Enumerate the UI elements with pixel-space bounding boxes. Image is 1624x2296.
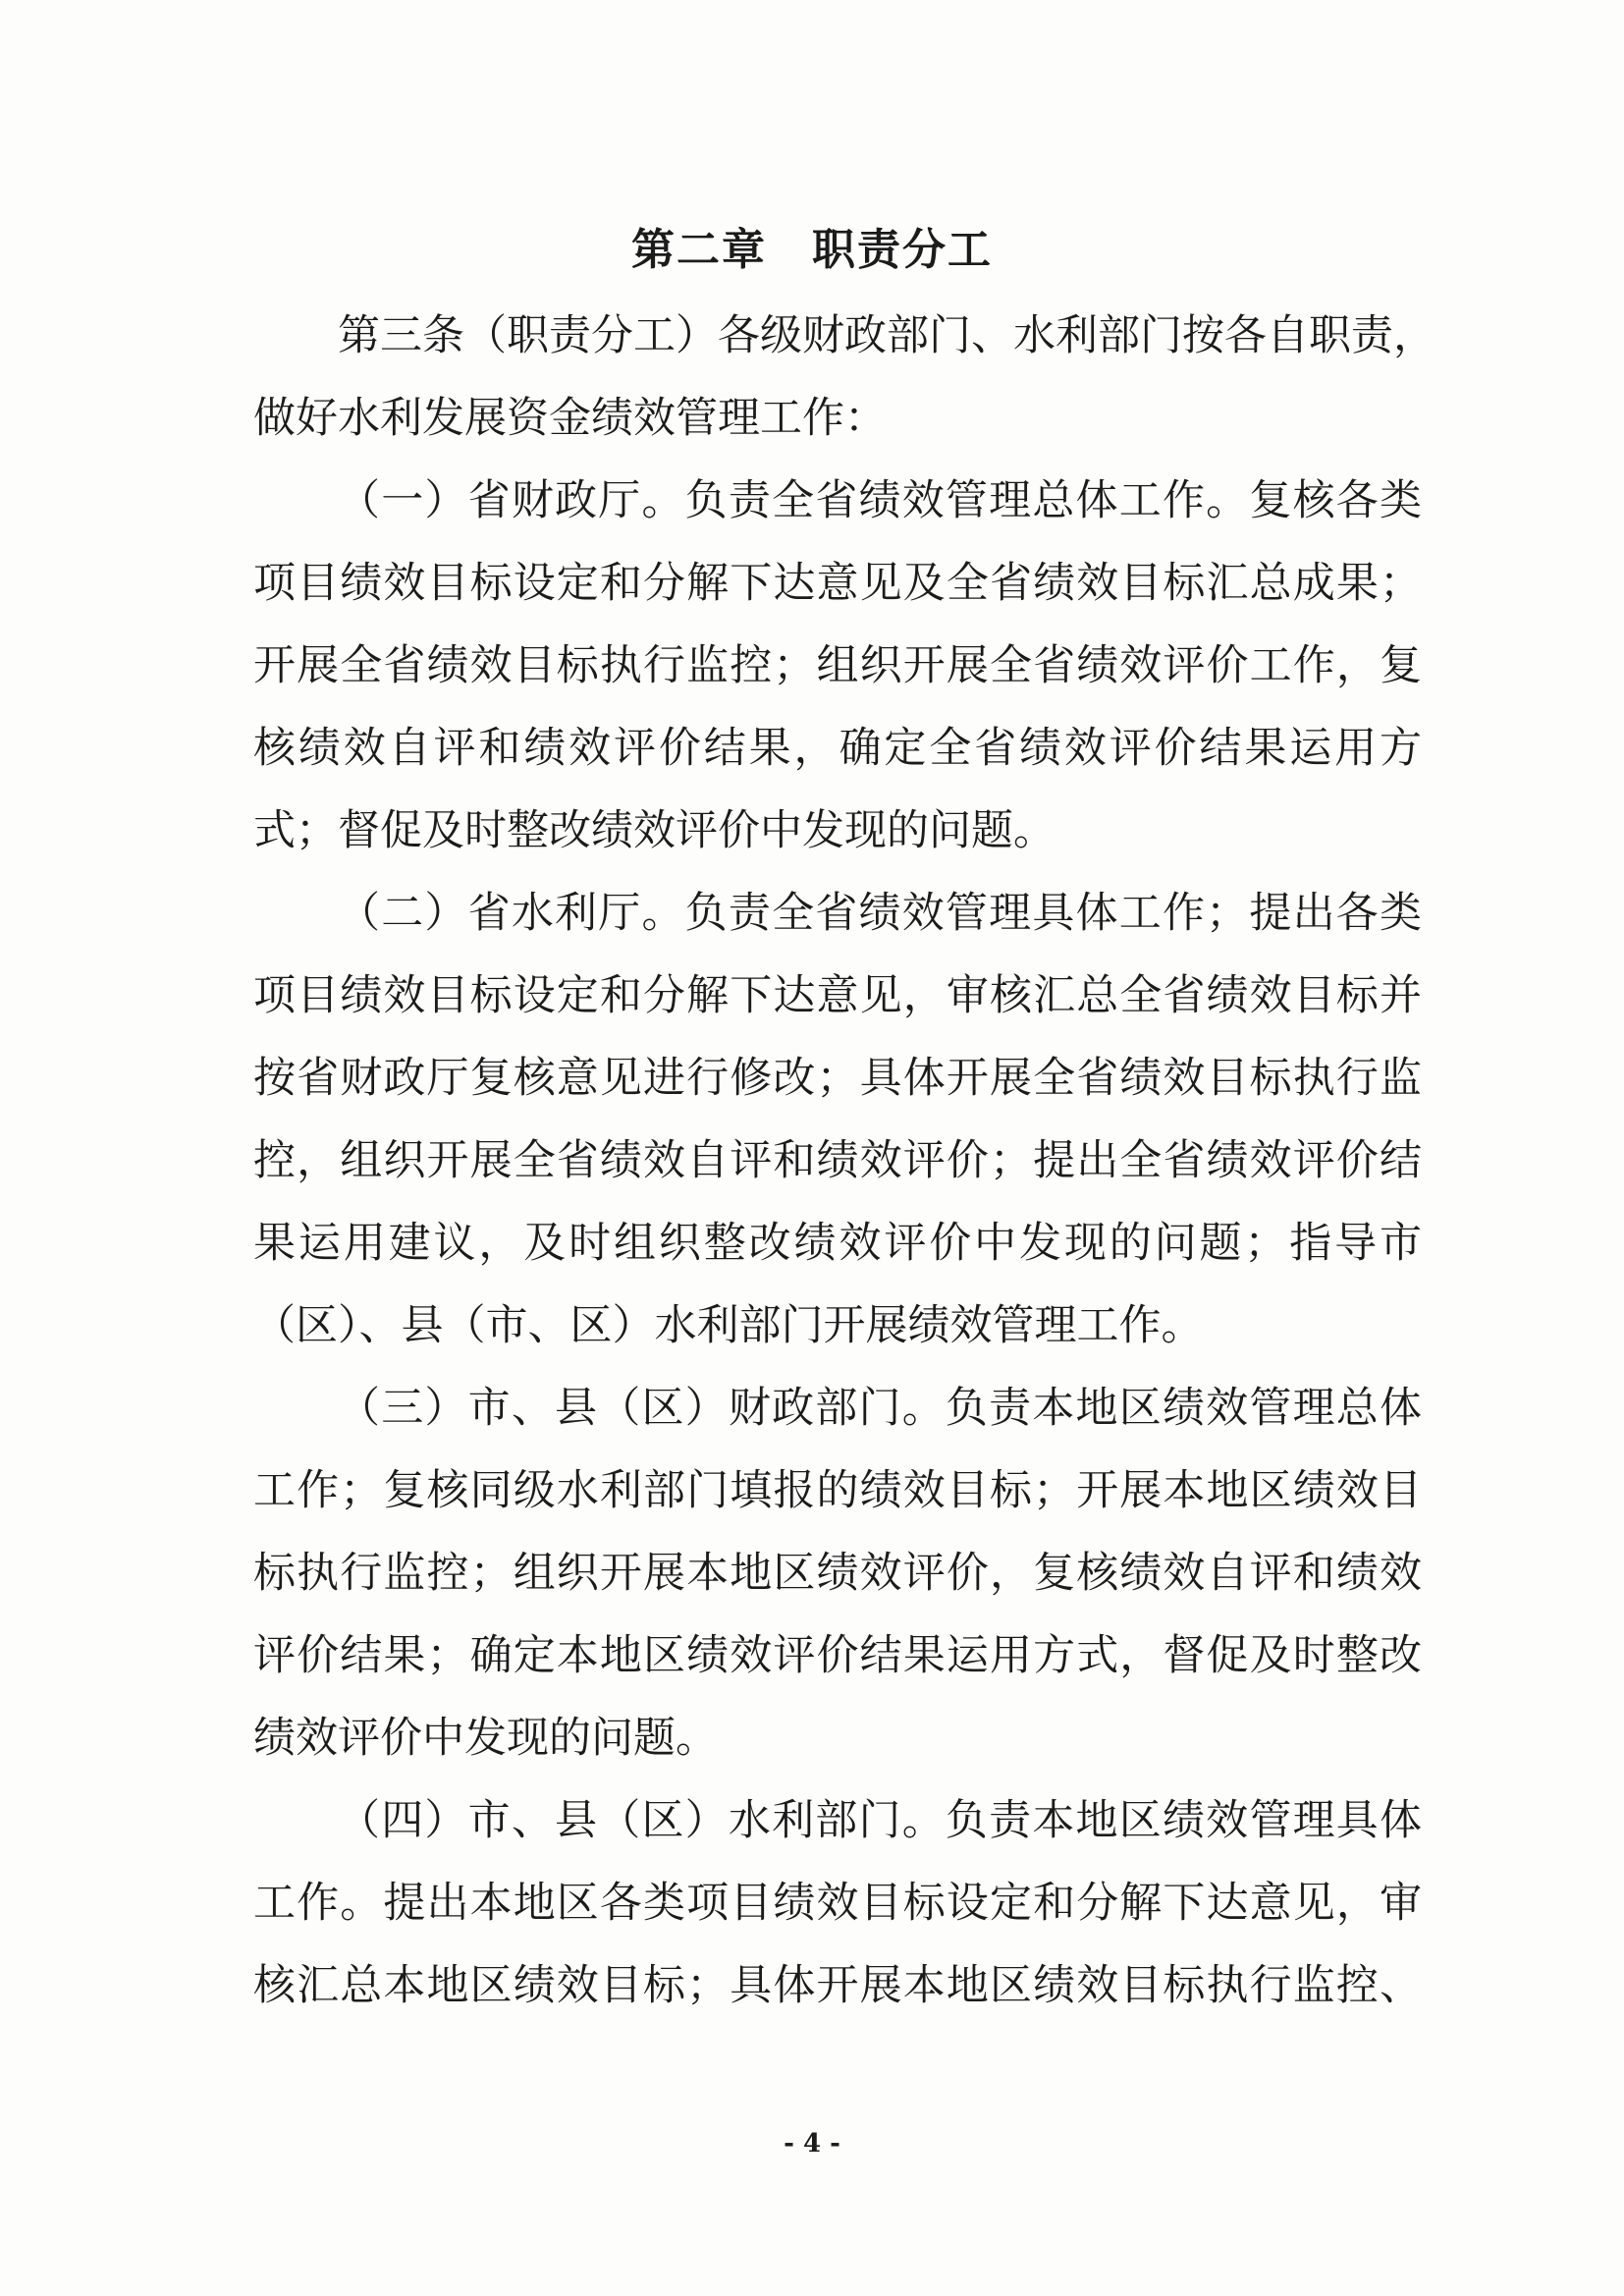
paragraph-line: 开展全省绩效目标执行监控；组织开展全省绩效评价工作，复 [253, 641, 1422, 690]
page-number: - 4 - [784, 2129, 840, 2159]
paragraph-line: （四）市、县（区）水利部门。负责本地区绩效管理具体 [338, 1796, 1422, 1845]
paragraph-line: （一）省财政厅。负责全省绩效管理总体工作。复核各类 [338, 476, 1422, 525]
paragraph-line: 按省财政厅复核意见进行修改；具体开展全省绩效目标执行监 [253, 1054, 1422, 1103]
paragraph-line: 第三条（职责分工）各级财政部门、水利部门按各自职责， [338, 311, 1435, 360]
paragraph-line: 标执行监控；组织开展本地区绩效评价，复核绩效自评和绩效 [253, 1549, 1422, 1598]
paragraph-line: 项目绩效目标设定和分解下达意见，审核汇总全省绩效目标并 [253, 971, 1422, 1020]
paragraph-line: 式；督促及时整改绩效评价中发现的问题。 [253, 806, 1056, 855]
paragraph-line: 控，组织开展全省绩效自评和绩效评价；提出全省绩效评价结 [253, 1136, 1422, 1185]
paragraph-line: 工作。提出本地区各类项目绩效目标设定和分解下达意见，审 [253, 1879, 1422, 1928]
chapter-title: 第二章 职责分工 [631, 225, 993, 275]
paragraph-line: 做好水利发展资金绩效管理工作： [253, 394, 887, 443]
paragraph-line: （区）、县（市、区）水利部门开展绩效管理工作。 [253, 1301, 1204, 1350]
paragraph-line: 果运用建议，及时组织整改绩效评价中发现的问题；指导市 [253, 1219, 1422, 1268]
paragraph-line: 核绩效自评和绩效评价结果，确定全省绩效评价结果运用方 [253, 724, 1422, 773]
paragraph-line: 项目绩效目标设定和分解下达意见及全省绩效目标汇总成果； [253, 559, 1422, 608]
body-text [253, 295, 1435, 2027]
paragraph-line: 评价结果；确定本地区绩效评价结果运用方式，督促及时整改 [253, 1631, 1422, 1680]
paragraph-line: 核汇总本地区绩效目标；具体开展本地区绩效目标执行监控、 [253, 1961, 1422, 2010]
paragraph-line: （二）省水利厅。负责全省绩效管理具体工作；提出各类 [338, 889, 1422, 938]
paragraph-line: （三）市、县（区）财政部门。负责本地区绩效管理总体 [338, 1384, 1422, 1433]
paragraph-line: 绩效评价中发现的问题。 [253, 1714, 718, 1763]
paragraph-line: 工作；复核同级水利部门填报的绩效目标；开展本地区绩效目 [253, 1466, 1422, 1515]
